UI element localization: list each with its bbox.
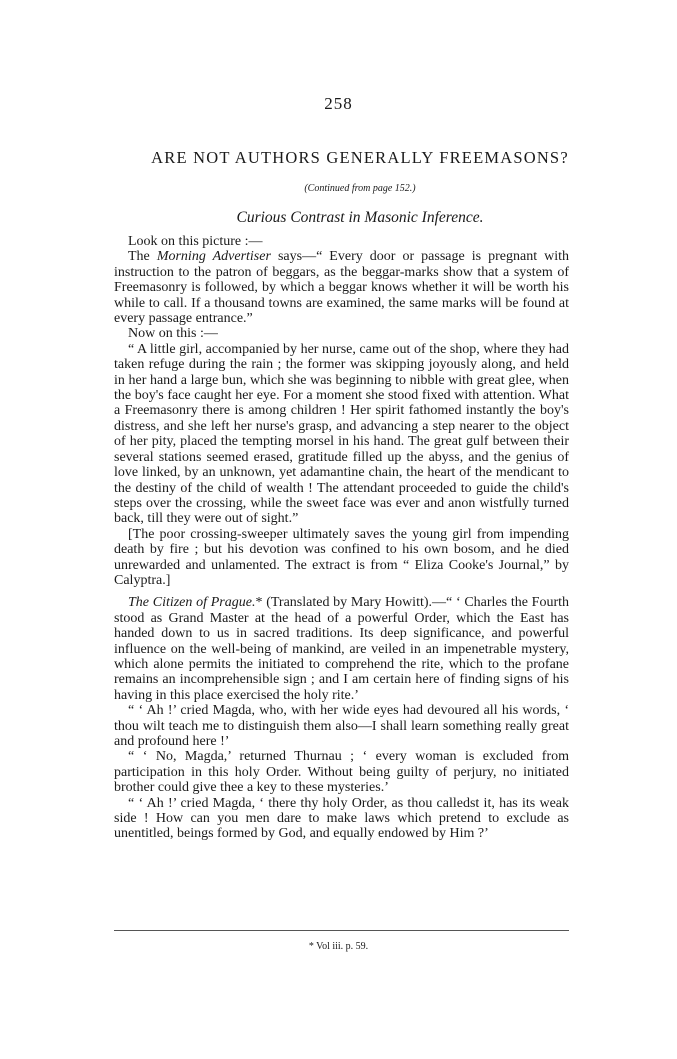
paragraph-little-girl-quote: “ A little girl, accompanied by her nurse, came out of the shop, where they had taken refuge during the rain ; the former was skipping joyously along, and held in her hand a large bun, which she was beginning to nibble with great glee, when the boy's face caught her eye. For a moment she stood fixed with attention. What a Freemasonry there is among children ! Her spirit fathomed instantly the boy's distress, and she left her nurse's grasp, and advancing a step nearer to the object of her pity, placed the tempting morsel in his hand. The great gulf between their several stations seemed erased, gratitude filled up the abyss, and the genius of love linked, by an unknown, yet adamantine chain, the heart of the mendicant to the destiny of the child of wealth ! The attendant proceeded to guide the child's steps over the crossing, while the sweet face was ever and anon wistfully turned back, till they were out of sight.” [114, 341, 569, 527]
paragraph-magda-weak-side: “ ‘ Ah !’ cried Magda, ‘ there thy holy Order, as thou calledst it, has its weak side ! How can you men dare to make laws which pretend to exclude as unentitled, beings formed by God, and equally endowed by Him ?’ [114, 795, 569, 842]
paragraph-editorial-note: [The poor crossing-sweeper ultimately saves the young girl from impending death by fire ; but his devotion was confined to his own bosom, and he died unrewarded and unlamented. The extract is from “ Eliza Cooke's Journal,” by Calyptra.] [114, 526, 569, 588]
section-subheading: Curious Contrast in Masonic Inference. [236, 209, 484, 226]
paragraph-magda-ah: “ ‘ Ah !’ cried Magda, who, with her wide eyes had devoured all his words, ‘ thou wilt teach me to distinguish them also—I shall learn something really great and profound here !’ [114, 703, 569, 749]
footnote: * Vol iii. p. 59. [308, 941, 369, 952]
paragraph-thurnau-reply: “ ‘ No, Magda,’ returned Thurnau ; ‘ every woman is excluded from participation in this holy Order. Without being guilty of perjury, no initiated brother could give thee a key to these mysteries.’ [114, 749, 569, 796]
publication-title: Morning Advertiser [156, 249, 271, 265]
paragraph-citizen-of-prague [114, 595, 569, 703]
paragraph-text: says—“ Every door or passage is pregnant with instruction to the patron of beggars, as the beggar-marks show that a system of Freemasonry is followed, by which a beggar knows whether it will be worth his while to call. If a thousand towns are examined, the same marks will be found at every passage entrance.” [114, 249, 570, 327]
paragraph-morning-advertiser [114, 249, 569, 326]
paragraph-now-on-this: Now on this :— [128, 326, 218, 342]
book-title: The Citizen of Prague. [128, 595, 256, 611]
article-body [114, 234, 569, 842]
paragraph-lead: The [128, 249, 157, 265]
paragraph-text: * (Translated by Mary Howitt).—“ ‘ Charles the Fourth stood as Grand Master at the head of a powerful Order, which the East has handed down to us in sacred traditions. Its deep significance, and powerful influence on the well-being of mankind, are veiled in an impenetrable mystery, which alone permits the initiated to comprehend the rite, which to the profane remains an incomprehensible sign ; and I am certain here of finding signs of his having in this place exercised the holy rite.’ [114, 595, 569, 703]
page-number: 258 [324, 94, 353, 113]
continued-note: (Continued from page 152.) [304, 183, 416, 194]
article-title: ARE NOT AUTHORS GENERALLY FREEMASONS? [151, 148, 569, 167]
paragraph-look-on-this: Look on this picture :— [128, 234, 263, 249]
footnote-divider [114, 930, 569, 931]
